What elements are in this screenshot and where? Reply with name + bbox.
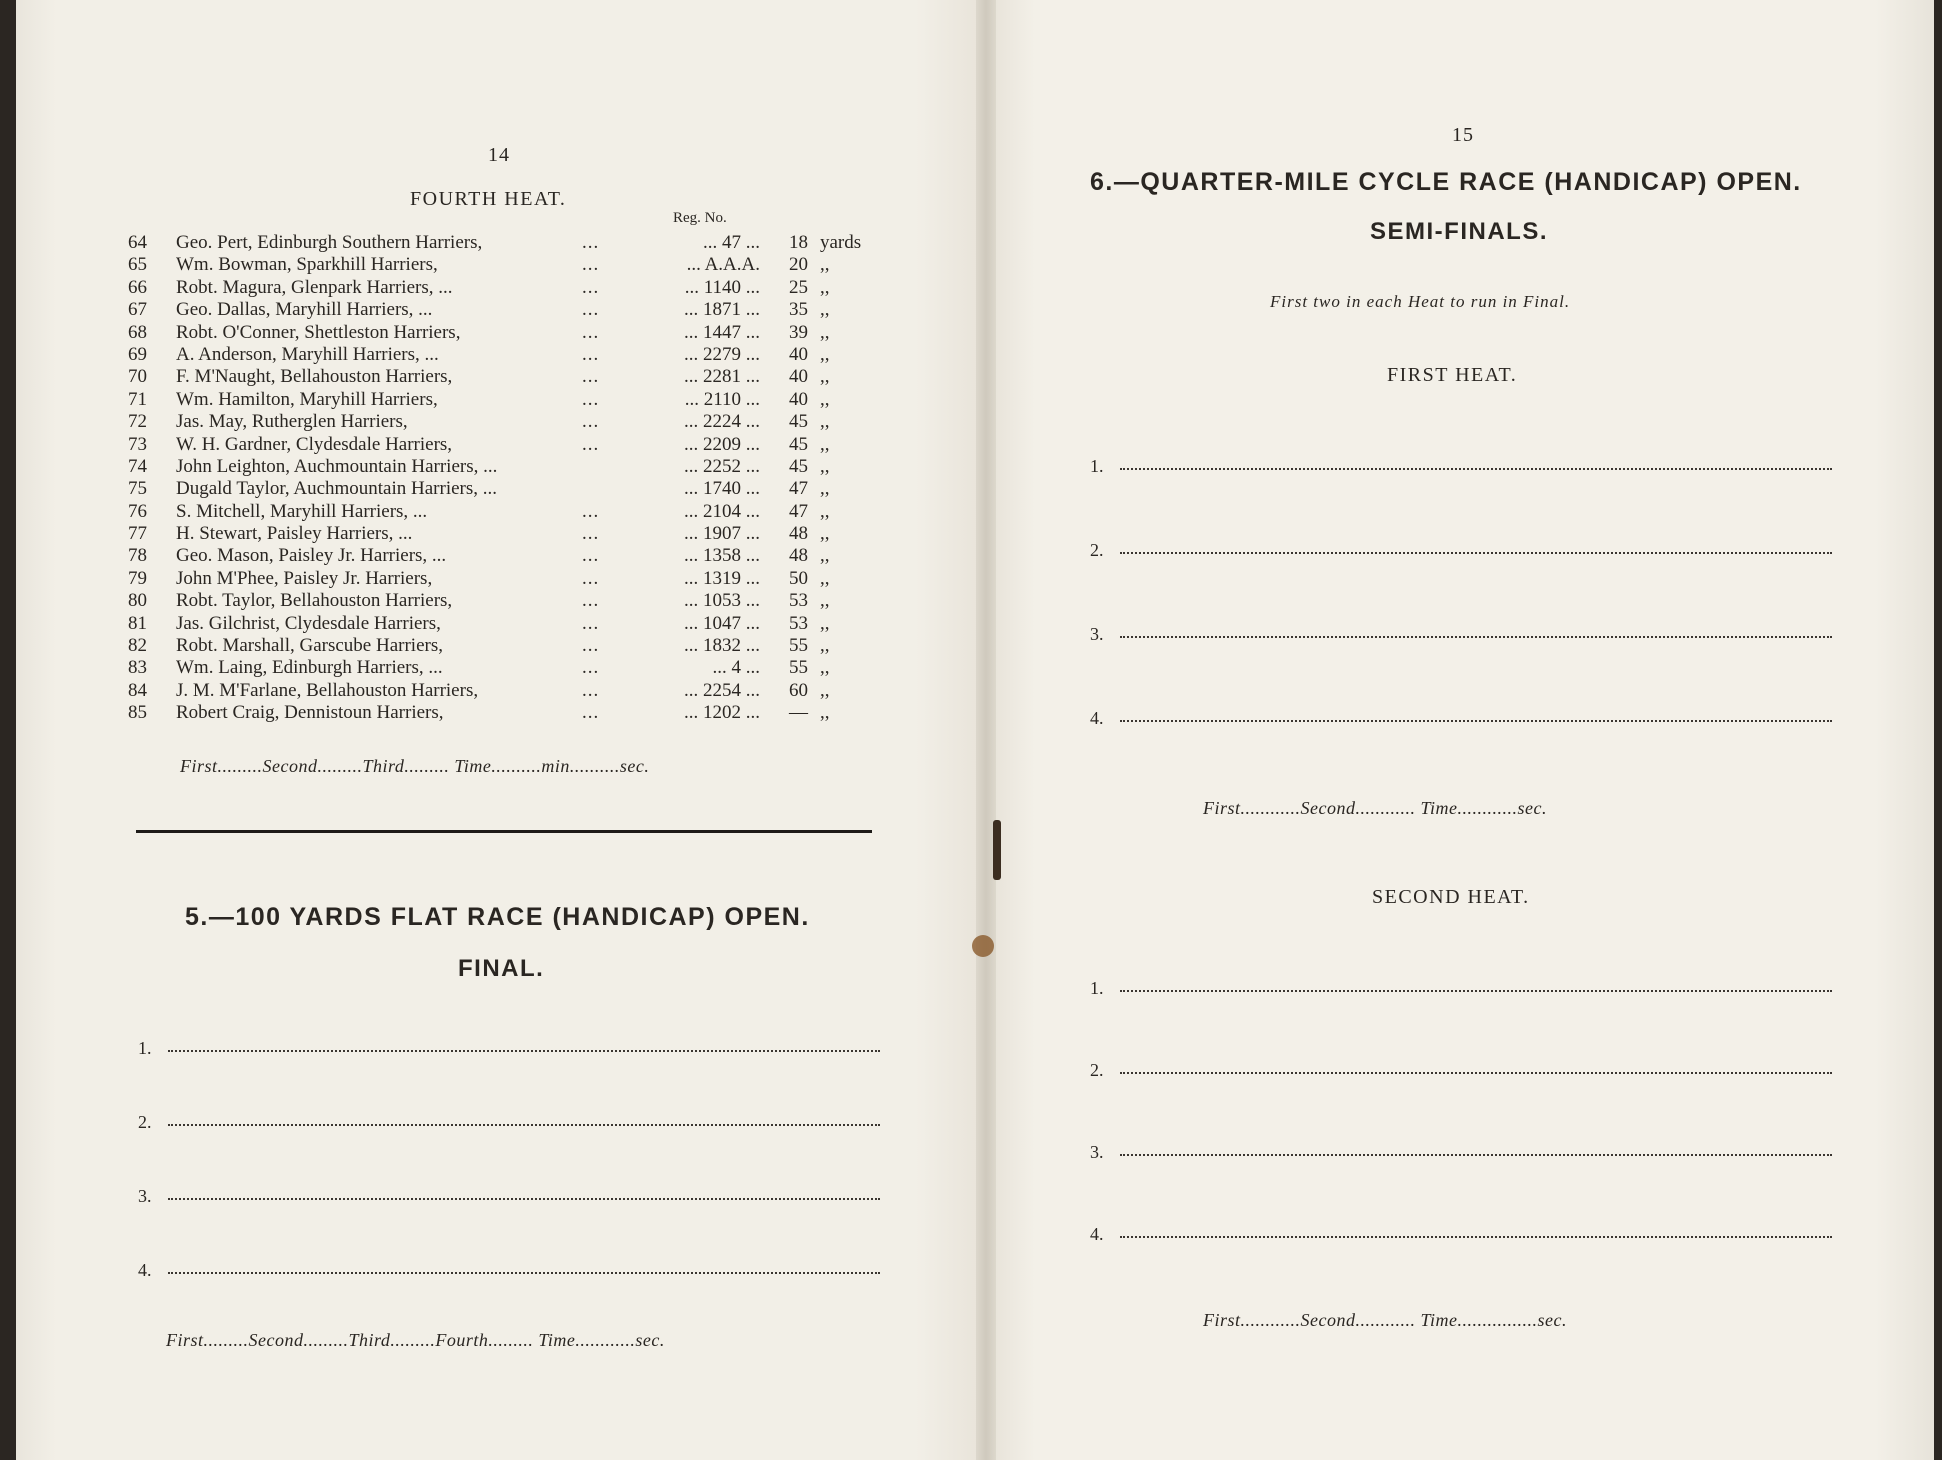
entry-reg-no: ... 2224 ... [684, 411, 760, 433]
entry-yards: — [789, 702, 808, 724]
placing-number: 1. [138, 1038, 152, 1058]
entry-reg-no: ... 2281 ... [684, 366, 760, 388]
race-subtitle-left: FINAL. [458, 955, 545, 982]
heat-title: FOURTH HEAT. [410, 188, 567, 210]
entry-reg-no: ... 2254 ... [684, 679, 760, 701]
blank-entry-line [168, 1124, 880, 1126]
placing-number: 4. [1090, 708, 1104, 728]
entry-dots: ... [582, 590, 600, 612]
blank-entry-line [1120, 720, 1832, 722]
final-result-line: First.........Second.........Third.........Fourth......... Time............sec. [166, 1330, 665, 1350]
placing-number: 4. [138, 1260, 152, 1280]
entry-yards: 18 [789, 232, 808, 253]
entry-yards: 39 [789, 321, 808, 343]
entry-dots: ... [582, 343, 600, 365]
entry-unit: ,, [820, 366, 830, 388]
placing-number: 2. [1090, 540, 1104, 560]
entry-yards: 50 [789, 567, 808, 589]
entries-list [128, 232, 878, 725]
table-row [128, 523, 878, 545]
entry-unit: ,, [820, 276, 830, 298]
entry-unit: ,, [820, 679, 830, 701]
entry-reg-no: ... 2279 ... [684, 343, 760, 365]
entry-name: Robt. Marshall, Garscube Harriers, [176, 635, 443, 657]
entry-yards: 20 [789, 254, 808, 276]
entry-number: 67 [128, 299, 147, 321]
entry-name: Robert Craig, Dennistoun Harriers, [176, 702, 444, 724]
entry-yards: 53 [789, 612, 808, 634]
blank-entry-line [168, 1050, 880, 1052]
blank-entry-line [1120, 552, 1832, 554]
entry-name: Dugald Taylor, Auchmountain Harriers, ... [176, 478, 498, 500]
entry-unit: ,, [820, 500, 830, 522]
entry-unit: yards [820, 232, 862, 253]
entry-dots: ... [582, 702, 600, 724]
entry-dots: ... [582, 612, 600, 634]
entry-unit: ,, [820, 612, 830, 634]
entry-yards: 40 [789, 388, 808, 410]
entry-name: S. Mitchell, Maryhill Harriers, ... [176, 500, 428, 522]
entry-number: 76 [128, 500, 147, 522]
placing-number: 2. [1090, 1060, 1104, 1080]
placing-number: 2. [138, 1112, 152, 1132]
entry-yards: 55 [789, 635, 808, 657]
entry-name: Wm. Hamilton, Maryhill Harriers, [176, 388, 438, 410]
staple [993, 820, 1001, 880]
entry-dots: ... [582, 232, 600, 253]
entry-number: 65 [128, 254, 147, 276]
placing-number: 1. [1090, 456, 1104, 476]
entry-unit: ,, [820, 433, 830, 455]
left-page [16, 0, 985, 1460]
entry-number: 71 [128, 388, 147, 410]
placing-number: 3. [1090, 1142, 1104, 1162]
entry-dots: ... [582, 388, 600, 410]
race-title-left: 5.—100 YARDS FLAT RACE (HANDICAP) OPEN. [185, 903, 810, 931]
entry-reg-no: ... 1832 ... [684, 635, 760, 657]
entry-name: W. H. Gardner, Clydesdale Harriers, [176, 433, 453, 455]
entry-yards: 60 [789, 679, 808, 701]
blank-entry-line [168, 1198, 880, 1200]
entry-name: Geo. Mason, Paisley Jr. Harriers, ... [176, 545, 447, 567]
entry-name: Robt. Magura, Glenpark Harriers, ... [176, 276, 453, 298]
entry-unit: ,, [820, 299, 830, 321]
entry-name: A. Anderson, Maryhill Harriers, ... [176, 343, 439, 365]
entry-name: Jas. May, Rutherglen Harriers, [176, 411, 408, 433]
entry-dots: ... [582, 500, 600, 522]
entry-reg-no: ... 1740 ... [684, 478, 760, 500]
entry-reg-no: ... 1319 ... [684, 567, 760, 589]
entry-name: Geo. Pert, Edinburgh Southern Harriers, [176, 232, 483, 253]
second-heat-result: First............Second............ Time................sec. [1203, 1310, 1567, 1330]
entry-number: 74 [128, 455, 147, 477]
blank-entry-line [1120, 990, 1832, 992]
table-row [128, 434, 878, 456]
entry-unit: ,, [820, 321, 830, 343]
entry-number: 83 [128, 657, 147, 679]
entry-dots: ... [582, 254, 600, 276]
entry-number: 85 [128, 702, 147, 724]
second-heat-title: SECOND HEAT. [1372, 886, 1530, 908]
blank-entry-line [1120, 468, 1832, 470]
entry-number: 73 [128, 433, 147, 455]
entry-number: 78 [128, 545, 147, 567]
entry-number: 81 [128, 612, 147, 634]
entry-yards: 47 [789, 500, 808, 522]
blank-entry-line [1120, 636, 1832, 638]
table-row [128, 411, 878, 433]
entry-unit: ,, [820, 343, 830, 365]
binding-gutter [976, 0, 996, 1460]
race-subtitle-right: SEMI-FINALS. [1370, 218, 1548, 245]
entry-reg-no: ... A.A.A. [686, 254, 760, 276]
entry-dots: ... [582, 366, 600, 388]
entry-reg-no: ... 2209 ... [684, 433, 760, 455]
reg-no-header: Reg. No. [673, 210, 727, 226]
entry-unit: ,, [820, 635, 830, 657]
entry-reg-no: ... 1907 ... [684, 523, 760, 545]
entry-unit: ,, [820, 567, 830, 589]
table-row [128, 545, 878, 567]
page-number-right: 15 [1452, 124, 1474, 146]
entry-reg-no: ... 1447 ... [684, 321, 760, 343]
entry-unit: ,, [820, 702, 830, 724]
blank-entry-line [168, 1272, 880, 1274]
table-row [128, 613, 878, 635]
table-row [128, 568, 878, 590]
entry-reg-no: ... 1047 ... [684, 612, 760, 634]
entry-name: F. M'Naught, Bellahouston Harriers, [176, 366, 453, 388]
entry-name: Wm. Laing, Edinburgh Harriers, ... [176, 657, 443, 679]
table-row [128, 322, 878, 344]
entry-number: 77 [128, 523, 147, 545]
entry-unit: ,, [820, 478, 830, 500]
entry-name: Robt. O'Conner, Shettleston Harriers, [176, 321, 461, 343]
entry-number: 68 [128, 321, 147, 343]
entry-dots: ... [582, 635, 600, 657]
table-row [128, 299, 878, 321]
entry-number: 82 [128, 635, 147, 657]
blank-entry-line [1120, 1072, 1832, 1074]
blank-entry-line [1120, 1236, 1832, 1238]
placing-number: 3. [138, 1186, 152, 1206]
entry-reg-no: ... 1053 ... [684, 590, 760, 612]
entry-number: 64 [128, 232, 147, 253]
final-note: First two in each Heat to run in Final. [1270, 292, 1571, 311]
entry-number: 69 [128, 343, 147, 365]
entry-reg-no: ... 2252 ... [684, 455, 760, 477]
entry-reg-no: ... 2104 ... [684, 500, 760, 522]
entry-dots: ... [582, 276, 600, 298]
entry-number: 70 [128, 366, 147, 388]
entry-name: Jas. Gilchrist, Clydesdale Harriers, [176, 612, 441, 634]
entry-reg-no: ... 4 ... [712, 657, 760, 679]
table-row [128, 232, 878, 254]
entry-unit: ,, [820, 254, 830, 276]
entry-yards: 45 [789, 455, 808, 477]
placing-number: 3. [1090, 624, 1104, 644]
entry-yards: 45 [789, 433, 808, 455]
entry-yards: 40 [789, 366, 808, 388]
entry-yards: 53 [789, 590, 808, 612]
entry-reg-no: ... 1871 ... [684, 299, 760, 321]
entry-yards: 45 [789, 411, 808, 433]
section-divider [136, 830, 872, 833]
entry-yards: 48 [789, 523, 808, 545]
entry-dots: ... [582, 545, 600, 567]
entry-yards: 55 [789, 657, 808, 679]
entry-name: Geo. Dallas, Maryhill Harriers, ... [176, 299, 433, 321]
entry-dots: ... [582, 523, 600, 545]
entry-name: John M'Phee, Paisley Jr. Harriers, [176, 567, 433, 589]
table-row [128, 277, 878, 299]
entry-dots: ... [582, 321, 600, 343]
entry-number: 72 [128, 411, 147, 433]
entry-dots: ... [582, 567, 600, 589]
entry-yards: 40 [789, 343, 808, 365]
entry-name: J. M. M'Farlane, Bellahouston Harriers, [176, 679, 479, 701]
entry-number: 80 [128, 590, 147, 612]
entry-dots: ... [582, 299, 600, 321]
table-row [128, 501, 878, 523]
entry-reg-no: ... 1358 ... [684, 545, 760, 567]
entry-yards: 47 [789, 478, 808, 500]
entry-number: 84 [128, 679, 147, 701]
entry-dots: ... [582, 433, 600, 455]
entry-dots: ... [582, 411, 600, 433]
entry-unit: ,, [820, 411, 830, 433]
race-title-right: 6.—QUARTER-MILE CYCLE RACE (HANDICAP) OPEN. [1090, 168, 1802, 196]
table-row [128, 389, 878, 411]
blank-entry-line [1120, 1154, 1832, 1156]
table-row [128, 702, 878, 724]
rust-mark [972, 935, 994, 957]
entry-unit: ,, [820, 545, 830, 567]
entry-yards: 25 [789, 276, 808, 298]
booklet-spread [8, 0, 1934, 1460]
table-row [128, 478, 878, 500]
entry-unit: ,, [820, 455, 830, 477]
entry-number: 75 [128, 478, 147, 500]
entry-reg-no: ... 1140 ... [684, 276, 760, 298]
first-heat-title: FIRST HEAT. [1387, 364, 1518, 386]
entry-reg-no: ... 2110 ... [684, 388, 760, 410]
heat-result-line: First.........Second.........Third......... Time..........min..........sec. [180, 756, 650, 776]
placing-number: 1. [1090, 978, 1104, 998]
entry-name: Wm. Bowman, Sparkhill Harriers, [176, 254, 438, 276]
first-heat-result: First............Second............ Time............sec. [1203, 798, 1547, 818]
table-row [128, 366, 878, 388]
table-row [128, 657, 878, 679]
table-row [128, 456, 878, 478]
table-row [128, 590, 878, 612]
entry-yards: 48 [789, 545, 808, 567]
page-number-left: 14 [488, 144, 510, 166]
table-row [128, 344, 878, 366]
table-row [128, 680, 878, 702]
entry-unit: ,, [820, 657, 830, 679]
entry-reg-no: ... 47 ... [703, 232, 760, 253]
table-row [128, 635, 878, 657]
entry-number: 79 [128, 567, 147, 589]
entry-name: Robt. Taylor, Bellahouston Harriers, [176, 590, 453, 612]
entry-unit: ,, [820, 523, 830, 545]
entry-yards: 35 [789, 299, 808, 321]
table-row [128, 254, 878, 276]
entry-number: 66 [128, 276, 147, 298]
entry-name: John Leighton, Auchmountain Harriers, ... [176, 455, 498, 477]
entry-unit: ,, [820, 590, 830, 612]
entry-dots: ... [582, 657, 600, 679]
entry-dots: ... [582, 679, 600, 701]
entry-reg-no: ... 1202 ... [684, 702, 760, 724]
entry-name: H. Stewart, Paisley Harriers, ... [176, 523, 413, 545]
entry-unit: ,, [820, 388, 830, 410]
placing-number: 4. [1090, 1224, 1104, 1244]
